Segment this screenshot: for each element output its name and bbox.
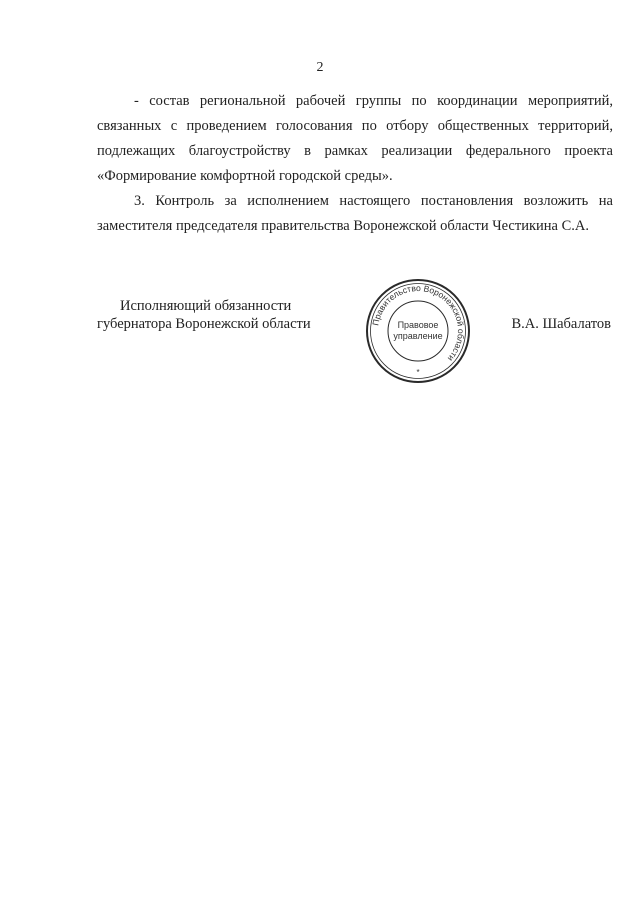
paragraph-line: 3. Контроль за исполнением настоящего постановления возложить на — [134, 193, 613, 209]
signatory-title-line: губернатора Воронежской области — [97, 316, 311, 332]
paragraph-line: подлежащих благоустройству в рамках реализации федерального проекта — [97, 143, 613, 159]
stamp-seal-icon — [365, 278, 471, 384]
signatory-title-line: Исполняющий обязанности — [120, 298, 292, 314]
signatory-title — [97, 297, 311, 333]
stamp-star-icon: * — [416, 368, 420, 377]
page-number: 2 — [316, 60, 324, 75]
official-stamp — [365, 278, 471, 384]
stamp-ring-text: Правительство Воронежской области — [370, 282, 467, 364]
paragraph-line: заместителя председателя правительства Воронежской области Честикина С.А. — [97, 218, 589, 234]
paragraph-working-group — [97, 89, 613, 189]
stamp-center-line: Правовое — [397, 320, 439, 330]
stamp-center-line: управление — [393, 331, 443, 341]
paragraph-control — [97, 189, 613, 239]
paragraph-line: - состав региональной рабочей группы по координации мероприятий, — [134, 93, 613, 109]
paragraph-line: «Формирование комфортной городской среды». — [97, 168, 393, 184]
paragraph-line: связанных с проведением голосования по отбору общественных территорий, — [97, 118, 613, 134]
signer-name: В.А. Шабалатов — [511, 316, 611, 332]
